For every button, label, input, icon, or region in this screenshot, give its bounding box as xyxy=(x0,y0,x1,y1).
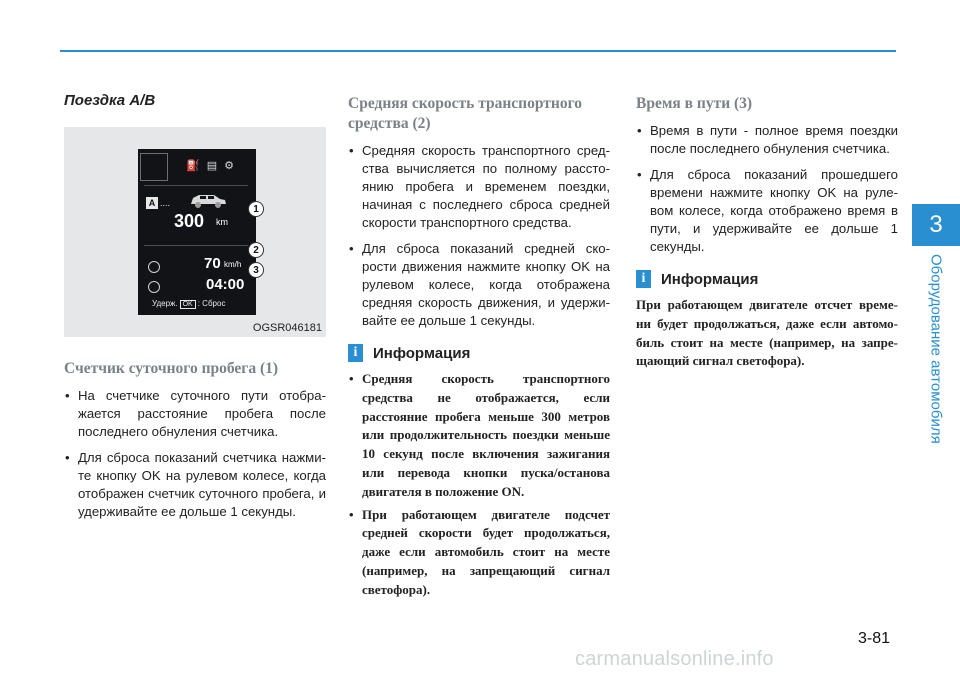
callout-1: 1 xyxy=(248,201,264,217)
hold-reset-hint xyxy=(152,299,225,309)
info-item: • При работающем двигателе подсчет средней скорости будет продолжаться, даже если автомобиль стоит на месте (например, на запрещающий сигнал светофора). xyxy=(348,506,610,600)
info-icon: i xyxy=(636,270,651,288)
cluster-figure xyxy=(64,127,326,337)
top-rule xyxy=(60,50,896,52)
bullet-item: • Время в пути - полное время поездки после последнего обнуления счетчика. xyxy=(636,122,898,158)
average-speed-unit: km/h xyxy=(224,260,242,269)
trip-ab-heading: Поездка A/B xyxy=(64,92,156,109)
info-icon: i xyxy=(348,344,363,362)
column-average-speed xyxy=(348,86,610,604)
cluster-top-icons xyxy=(186,159,234,172)
average-speed-value: 70 xyxy=(204,255,221,272)
info-title: Информация xyxy=(373,344,471,362)
average-speed-heading: Средняя скорость транспортного средства (2) xyxy=(348,95,582,132)
reset-label: : Сброс xyxy=(197,299,226,308)
column-elapsed-time xyxy=(636,86,898,371)
info-text: При работающем двигателе отсчет време-ни будет продолжаться, даже если автомо-биль стоит на месте (например, на запре-щающий сигнал светофора). xyxy=(636,297,898,369)
elapsed-time-value: 04:00 xyxy=(206,276,245,293)
info-list xyxy=(348,370,610,600)
callout-2: 2 xyxy=(248,242,264,258)
instrument-cluster-display xyxy=(138,149,256,315)
trip-distance-unit: km xyxy=(216,217,228,227)
suv-car-icon xyxy=(188,191,228,209)
elapsed-time-heading: Время в пути (3) xyxy=(636,95,753,112)
watermark: carmanualsonline.info xyxy=(575,648,774,670)
cluster-empty-box xyxy=(140,153,168,181)
page-number: 3-81 xyxy=(858,630,891,647)
cluster-divider xyxy=(144,185,248,186)
bullet-item: • На счетчике суточного пути отобра-жается расстояние пробега после последнего обнуления счетчика. xyxy=(64,387,326,441)
chapter-title-vertical xyxy=(918,254,954,444)
trip-odometer-heading: Счетчик суточного пробега (1) xyxy=(64,360,279,377)
callout-3: 3 xyxy=(248,262,264,278)
info-item: • Средняя скорость транспортного средства не отображается, если расстояние пробега меньше 300 метров или продолжительность поездки меньше 10 секунд после включения зажигания или перевода кнопки пуска/останова двигателя в положение ON. xyxy=(348,370,610,502)
bullet-item: • Для сброса показаний прошедшего времени нажмите кнопку OK на руле-вом колесе, когда отображено время в пути, и удерживайте ее дольше 1 секунды. xyxy=(636,166,898,256)
cluster-divider xyxy=(144,245,248,246)
speedometer-icon xyxy=(148,261,160,273)
elapsed-time-bullets xyxy=(636,122,898,256)
chapter-title-text: Оборудование автомобиля xyxy=(927,254,945,444)
average-speed-bullets xyxy=(348,142,610,330)
trip-odometer-bullets xyxy=(64,387,326,521)
settings-gear-icon: ⚙ xyxy=(224,160,234,172)
trip-distance-value: 300 xyxy=(174,211,205,231)
info-menu-icon: ▤ xyxy=(206,160,218,172)
ok-button-label: OK xyxy=(180,300,196,309)
trip-a-badge: A xyxy=(146,197,158,209)
trip-dots: .... xyxy=(160,198,171,208)
fuel-pump-icon: ⛽ xyxy=(186,160,200,172)
info-header xyxy=(636,270,898,288)
clock-icon xyxy=(148,281,160,293)
bullet-item: • Средняя скорость транспортного сред-ства вычисляется по полному рассто-янию пробега и временем поездки, начиная с последнего сброса средней скорости транспортного средства. xyxy=(348,142,610,232)
column-trip xyxy=(64,86,326,529)
bullet-item: • Для сброса показаний средней ско-рости движения нажмите кнопку OK на рулевом колесе, когда отображена средняя скорость движения, и удержи-вайте ее дольше 1 секунды. xyxy=(348,240,610,330)
bullet-item: • Для сброса показаний счетчика нажми-те кнопку OK на рулевом колесе, когда отображен счетчик суточного пробега, и удерживайте ее дольше 1 секунды. xyxy=(64,449,326,521)
figure-code: OGSR046181 xyxy=(252,322,322,334)
chapter-number-tab: 3 xyxy=(912,204,960,246)
info-title: Информация xyxy=(661,270,759,288)
hold-label: Удерж. xyxy=(152,299,178,308)
info-header xyxy=(348,344,610,362)
